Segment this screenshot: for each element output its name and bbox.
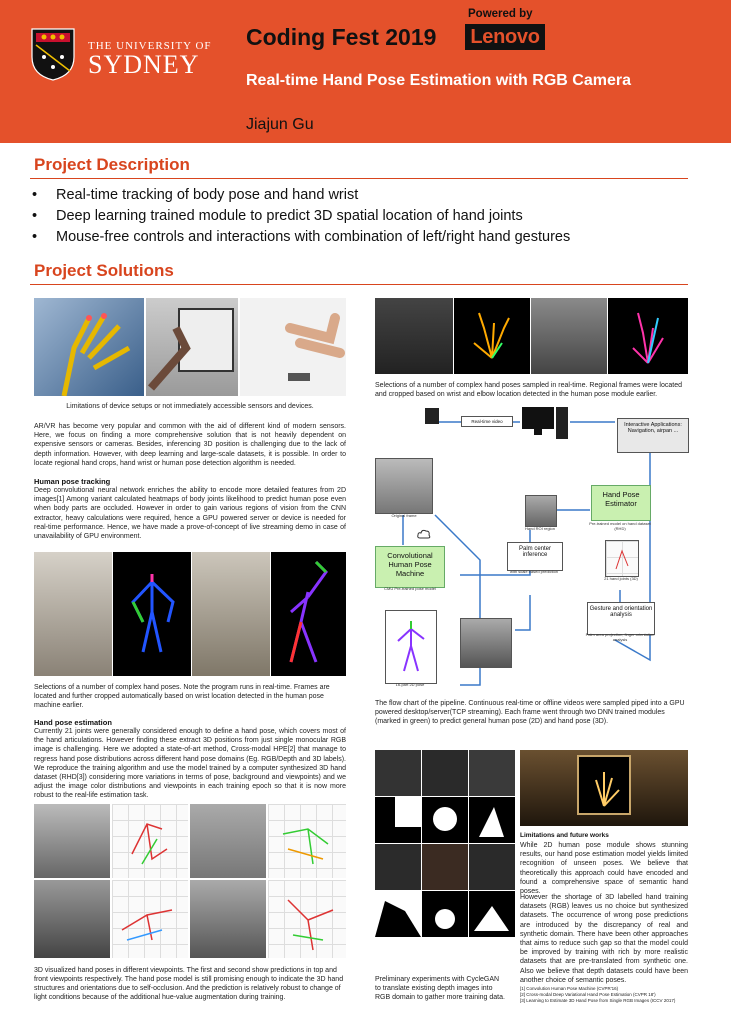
hand-joints-plot [605,540,639,577]
setup-caption: Limitations of device setups or not immediately accessible sensors and devices. [66,403,314,410]
description-divider [30,178,688,179]
cpm-module-box: Convolutional Human Pose Machine [375,546,445,588]
hand-photo [190,804,266,878]
desktop-server-icon [520,405,570,445]
limitations-heading: Limitations and future works [520,832,609,839]
original-frame-label: Original frame [391,513,417,518]
hand-3d-plot [268,804,346,878]
university-crest-icon [30,27,76,81]
gesture-analysis-box: Gesture and orientation analysis [587,602,655,635]
hand-3d-plot [268,880,346,958]
flowchart-caption: The flow chart of the pipeline. Continuous real-time or offline videos were sampled piped into a GPU powered desktop/server(TCP streaming). Each frame went through two DNN trained modules (marked in green) to predict general human pose (2D) and hand pose (3D). [375,700,685,725]
joints-3d-label: 21 hand joints (3D) [604,576,638,581]
vr-monitor-photo [146,298,238,396]
references-list [520,986,688,1004]
bullet-item: • Deep learning trained module to predict 3D spatial location of hand joints [32,208,523,224]
hand-roi-image [525,495,557,527]
pose-skeleton-image [271,552,346,676]
university-name: SYDNEY [88,50,200,79]
pose-frame-photo [192,552,270,676]
human-pose-tracking-heading: Human pose tracking [34,477,111,486]
intro-paragraph: AR/VR has become very popular and common with the aid of different kind of modern sensors. Here, we focus on finding a more comprehensive solution that is not heavily dependent on expensive sensors or cameras. Besides, inferencing 3D position is challenging due to the lack of depth information. However, with deep learning and large-scale datasets, it is possible. In order to locate regional hand crops, hand wrist or human pose detection algorithm is needed. [34,423,346,467]
description-bullets [30,185,570,248]
hand-3d-plot [112,880,188,958]
hand-crop-photo [375,298,453,374]
limitations-paragraph-2: However the shortage of 3D labelled hand training datasets (RGB) leaves us no choice but synthesized datasets. The occurrence of wrong pose predictions are introduced by the discrepancy of real and synthetic domain. There have been other approaches that aims to reduce such gap so that the model could be improved by training with rich by more realistic datasets that are pre-translated from synthetic one. Also we believe that depth datasets could have been another choice of semantic poses. [520,894,688,984]
depth-sensor-photo [240,298,346,396]
reference-item: [2] Cross-modal Deep Variational Hand Pose Estimation (CVPR 18') [520,992,656,997]
palm-note: with scale based prediction [509,569,559,574]
author-name: Jiajun Gu [246,116,314,133]
hand-joints-image [454,298,530,374]
cyclegan-caption: Preliminary experiments with CycleGAN to translate existing depth images into RGB domain to gather more training data. [375,976,505,1001]
skeleton-2d-image [385,610,437,684]
pose-2d-label: 16-part 2D pose [395,682,425,687]
solutions-divider [30,284,688,285]
interactive-applications-box: Interactive Applications: Navigation, airpan ... [617,418,689,453]
gesture-demo-photo [520,750,688,826]
glove-sensor-photo [34,298,144,396]
cyclegan-grid [375,750,515,968]
gesture-note: Palm area projection, finger orientation analysis [585,632,655,642]
cloud-icon [417,526,431,536]
hand-roi-label: Hand ROI region [524,526,555,531]
pose-selection-caption: Selections of a number of complex hand poses. Note the program runs in real-time. Frames are located and further cropped automatically based on wrist location detected in the human pose machine earlier. [34,684,330,709]
hand-pose-estimation-heading: Hand pose estimation [34,718,112,727]
palm-center-box: Palm center inference [507,542,563,571]
realtime-video-label: Real-time video [461,416,513,427]
visualization-caption: 3D visualized hand poses in different viewpoints. The first and second show predictions in top and front viewpoints respectively. The hand pose model is still promising enough to indicate the 3D hand structures and orientations due to self-occlusion. And the prediction is relatively robust to change of light conditions because of the additional hue-value augmentation during training. [34,967,344,1001]
hpe-note: Pre-trained model on hand dataset (RHD) [589,521,651,531]
camera-icon [425,408,439,424]
reference-item: [1] Convolution Human Pose Machine (CVPR'16) [520,986,619,991]
frame-thumbnail [460,618,512,668]
hand-crop-photo [531,298,607,374]
hand-photo [190,880,266,958]
hand-photo [34,804,110,878]
poster-title: Real-time Hand Pose Estimation with RGB Camera [246,72,631,89]
description-title: Project Description [34,155,190,174]
event-title: Coding Fest 2019 [246,24,437,50]
powered-by-label: Powered by [468,8,533,20]
hand-photo [34,880,110,958]
pose-frame-photo [34,552,112,676]
sponsor-logo: Lenovo [465,24,545,50]
pose-skeleton-image [113,552,191,676]
reference-item: [3] Learning to Estimate 3D Hand Pose from Single RGB Images (ICCV 2017) [520,998,676,1003]
cpm-note: CMU Pre-trained pose model [384,586,436,591]
university-prefix: THE UNIVERSITY OF [88,40,212,52]
hand-3d-plot [112,804,188,878]
hand-pose-estimator-box: Hand Pose Estimator [591,485,651,521]
bullet-item: • Mouse-free controls and interactions with combination of left/right hand gestures [32,229,571,245]
solutions-title: Project Solutions [34,261,174,280]
human-pose-tracking-body: Deep convolutional neural network enriches the ability to encode more detailed features from 2D images[1] Among variant calculated heatmaps of body joints likelihood to predict human pose even when body parts are occluded. However in order to gain various regions of vision from the CNN extractor, heavy calculations were required, hence a GPU powered server or device is needed for real-time performance. Hence, we have made a prove-of-concept of live streaming demo in case of unavailability of GPU environment. [34,487,346,541]
bullet-item: • Real-time tracking of body pose and hand wrist [32,187,359,203]
hand-pose-estimation-body: Currently 21 joints were generally considered enough to define a hand pose, which covers most of the hand articulations. However finding these extract 3D positions from just single monocular RGB image is challenging. Here we adopted a state-of-art method, Cross-modal HPE[2] that manage to regress hand pose distributions across different hand pose domains (Eg. RGB/Depth and 3D labels). We reproduce the training algorithm and use the model trained by a computer synthesized 3D hand dataset (RHD[3]) considering more variations in terms of pose, background and viewpoints) and we adjust the image color distributions and viewpoints in each training epoch so that it is now more robust to the real-life estimation task. [34,728,346,800]
original-frame-image [375,458,433,514]
limitations-paragraph-1: While 2D human pose module shows stunning results, our hand pose estimation model yields limited recognition of unseen poses. We believe that theoretically this approach could have encoded and found a comprehensive space of semantic hand poses. [520,842,688,896]
complex-poses-caption: Selections of a number of complex hand poses sampled in real-time. Regional frames were located and cropped based on wrist and elbow location detected in the human pose module earlier. [375,382,682,398]
hand-joints-image [608,298,688,374]
pipeline-flowchart [375,400,688,692]
